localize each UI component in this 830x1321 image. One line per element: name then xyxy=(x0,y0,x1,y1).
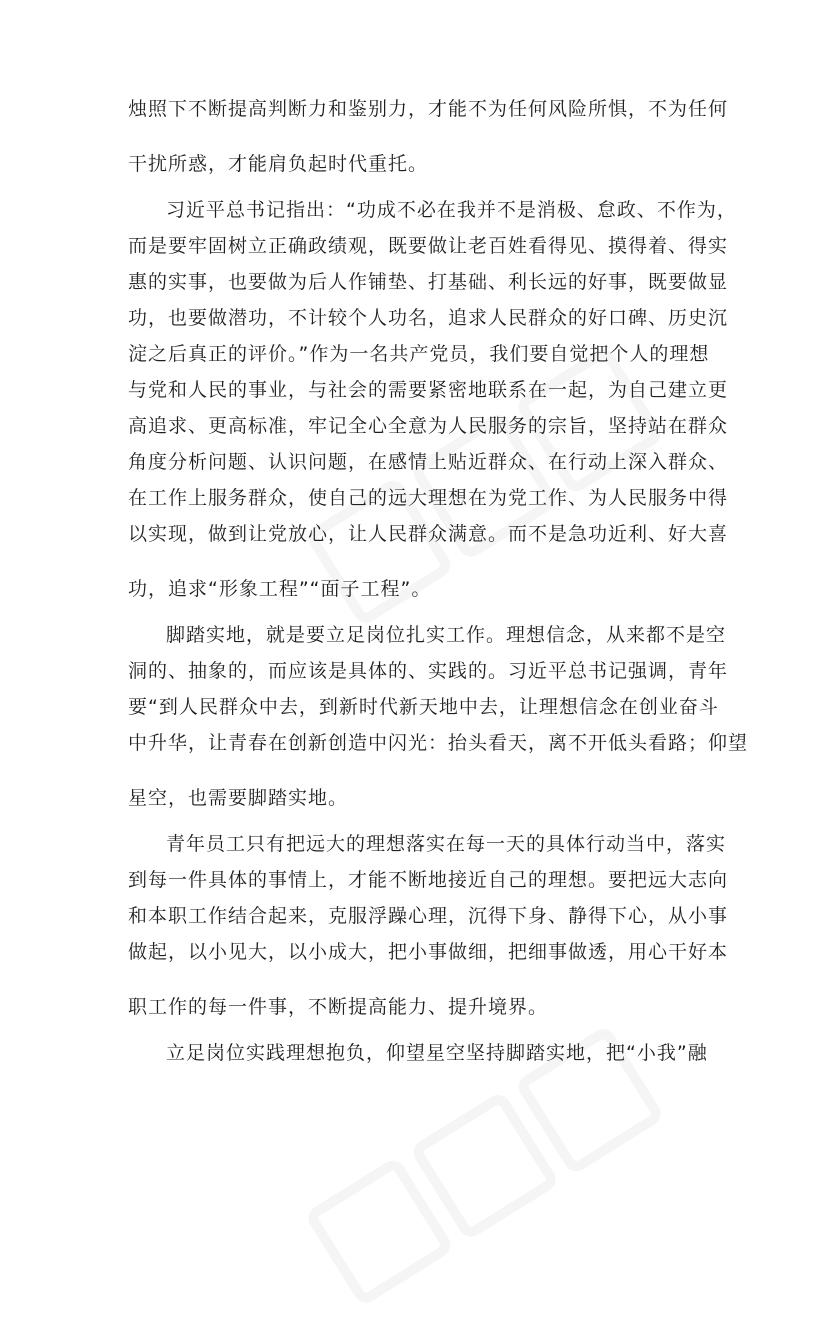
text-line: 与党和人民的事业，与社会的需要紧密地联系在一起，为自己建立更 xyxy=(128,379,729,401)
text-line: 高追求、更高标准，牢记全心全意为人民服务的宗旨，坚持站在群众 xyxy=(128,415,729,437)
text-line: 功，追求“形象工程”“面子工程”。 xyxy=(128,578,432,600)
text-line: 做起，以小见大，以小成大，把小事做细，把细事做透，用心干好本 xyxy=(128,941,729,963)
text-line: 习近平总书记指出：“功成不必在我并不是消极、怠政、不作为， xyxy=(166,199,737,221)
text-line: 功，也要做潜功，不计较个人功名，追求人民群众的好口碑、历史沉 xyxy=(128,307,729,329)
text-line: 烛照下不断提高判断力和鉴别力，才能不为任何风险所惧，不为任何 xyxy=(128,98,729,120)
text-line: 到每一件具体的事情上，才能不断地接近自己的理想。要把远大志向 xyxy=(128,869,729,891)
text-line: 在工作上服务群众，使自己的远大理想在为党工作、为人民服务中得 xyxy=(128,487,729,509)
text-line: 中升华，让青春在创新创造中闪光：抬头看天，离不开低头看路；仰望 xyxy=(128,732,749,754)
text-line: 和本职工作结合起来，克服浮躁心理，沉得下身、静得下心，从小事 xyxy=(128,905,729,927)
text-line: 洞的、抽象的，而应该是具体的、实践的。习近平总书记强调，青年 xyxy=(128,660,729,682)
text-line: 角度分析问题、认识问题，在感情上贴近群众、在行动上深入群众、 xyxy=(128,451,729,473)
text-line: 立足岗位实践理想抱负，仰望星空坚持脚踏实地，把“小我”融 xyxy=(166,1042,708,1064)
text-line: 而是要牢固树立正确政绩观，既要做让老百姓看得见、摸得着、得实 xyxy=(128,235,729,257)
text-line: 职工作的每一件事，不断提高能力、提升境界。 xyxy=(128,996,549,1018)
text-line: 惠的实事，也要做为后人作铺垫、打基础、利长远的好事，既要做显 xyxy=(128,271,729,293)
text-line: 脚踏实地，就是要立足岗位扎实工作。理想信念，从来都不是空 xyxy=(166,624,727,646)
text-line: 青年员工只有把远大的理想落实在每一天的具体行动当中，落实 xyxy=(166,833,727,855)
text-line: 干扰所惑，才能肩负起时代重托。 xyxy=(128,153,429,175)
text-line: 星空，也需要脚踏实地。 xyxy=(128,787,349,809)
text-line: 淀之后真正的评价。”作为一名共产党员，我们要自觉把个人的理想 xyxy=(128,343,710,365)
watermark-logo xyxy=(295,979,725,1320)
text-line: 要“到人民群众中去，到新时代新天地中去，让理想信念在创业奋斗 xyxy=(128,696,719,718)
text-line: 以实现，做到让党放心，让人民群众满意。而不是急功近利、好大喜 xyxy=(128,523,729,545)
